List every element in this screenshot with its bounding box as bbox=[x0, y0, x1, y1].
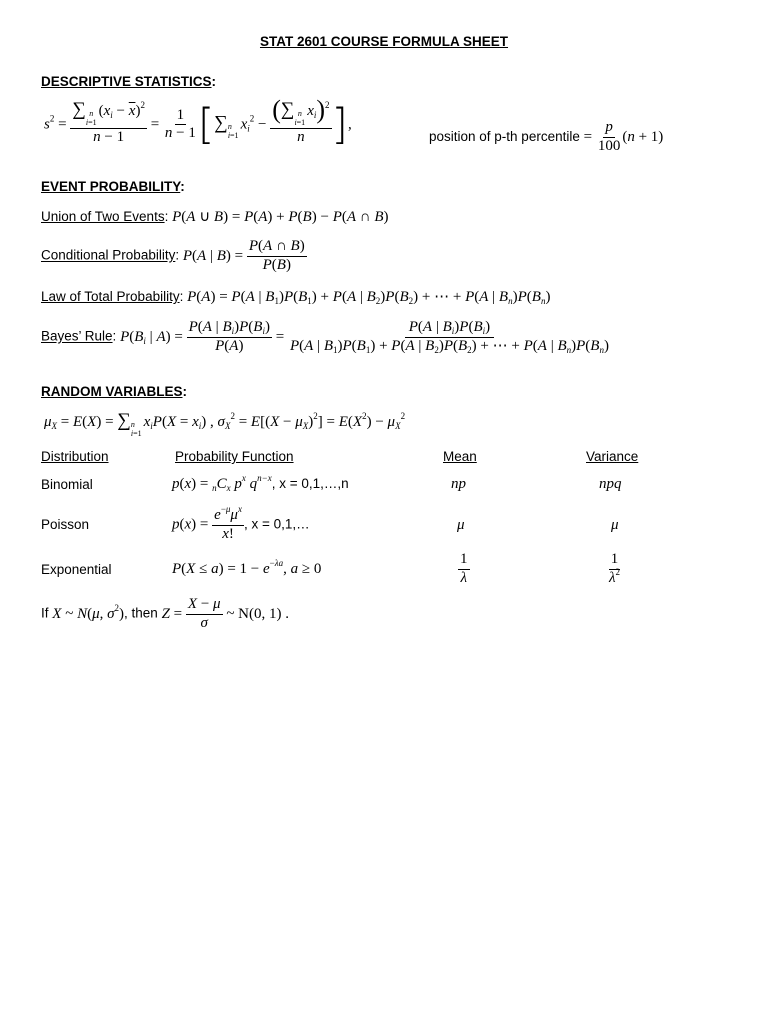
random-heading-wrap bbox=[41, 384, 187, 399]
bayes-formula: Bayes’ Rule: $P(B_i$ | A) = $\frac{P(A | B_i)P(B_i)}{P(A)}$ = $\frac{P(A | B_i)P(B_i)}{P(A | B_1)P(B_1) + P(A | B_2)P(B_2) + \cdots + P(A | B_n)P(B_n)}$ bbox=[41, 319, 609, 355]
normal-result: ~ N(0, 1) . bbox=[226, 605, 290, 622]
row-binomial-variance: npq bbox=[599, 476, 622, 492]
bayes-label: Bayes’ Rule bbox=[41, 328, 113, 344]
descriptive-heading-wrap bbox=[41, 74, 216, 89]
conditional-formula: Conditional Probability: P(A | B) = $\frac{P(A \cap B)}{P(B)}$ bbox=[41, 238, 305, 273]
normal-then: , then bbox=[124, 605, 158, 621]
random-heading-colon: : bbox=[182, 384, 187, 399]
descriptive-heading: DESCRIPTIVE STATISTICS bbox=[41, 74, 212, 89]
header-variance: Variance bbox=[586, 449, 639, 464]
descriptive-heading-colon: : bbox=[211, 74, 217, 89]
header-distribution: Distribution bbox=[41, 449, 109, 464]
union-label: Union of Two Events bbox=[41, 209, 165, 224]
page-title: STAT 2601 COURSE FORMULA SHEET bbox=[259, 34, 509, 49]
header-probability-function: Probability Function bbox=[175, 449, 294, 464]
event-heading-wrap bbox=[41, 179, 185, 194]
row-poisson-name: Poisson bbox=[41, 517, 90, 532]
total-label: Law of Total Probability bbox=[41, 289, 180, 304]
header-mean: Mean bbox=[443, 449, 477, 464]
row-exponential-mean: $\frac{1}{\lambda}$ bbox=[460, 551, 468, 586]
variance-formula: $s^2$ = ∑ n i=1 $(x_i - \overline{x})^2$ n − 1 = $\frac{1}{n - 1}$ [∑ n i=1 $x_i^2$ − (∑ n i=1 $x_i)^2$ n ], bbox=[44, 95, 352, 149]
row-binomial-support: , x = 0,1,…,n bbox=[271, 476, 349, 491]
row-exponential-name: Exponential bbox=[41, 562, 112, 577]
row-poisson-support: , x = 0,1,… bbox=[243, 516, 310, 532]
normal-formula: If X ~ N(μ, $\sigma^2$), then Z = $\frac{X - \mu}{\sigma}$ ~ N(0, 1) . bbox=[41, 596, 290, 631]
expectation-formula: $\mu_X = E(X)$ = ∑ n i=1 $x_iP(X = x_i)$ , $\sigma_X^2 = E[(X - \mu_X)^2] = E(X^2) - \mu_X^2$ bbox=[44, 410, 406, 438]
row-binomial-function: $p(x) = _nC_x$ $p^x$ $q^{n-x}$, x = 0,1,…,n bbox=[172, 473, 349, 493]
row-binomial-name: Binomial bbox=[41, 477, 93, 492]
percentile-formula: position of p-th percentile = $\frac{p}{100}$ (n + 1) bbox=[429, 119, 664, 154]
total-probability-formula: Law of Total Probability: P(A) = P(A | $B_1)P(B_1) + P(A$ | $B_2)P(B_2)$ + ⋯ + P(A | $B_n)P(B_n)$ bbox=[41, 289, 551, 306]
row-poisson-variance: μ bbox=[611, 517, 619, 533]
conditional-label: Conditional Probability bbox=[41, 247, 176, 263]
row-poisson-mean: μ bbox=[457, 517, 465, 533]
row-exponential-variance: $\frac{1}{\lambda^2}$ bbox=[609, 551, 620, 586]
row-exponential-function: $P(X \le a) = 1 - e^{-\lambda a}$, a ≥ 0 bbox=[172, 558, 322, 577]
event-heading-colon: : bbox=[180, 179, 185, 194]
row-poisson-function: p(x) = $\frac{e^{-\mu}\mu^x}{x!}$ , x = 0,1,… bbox=[172, 504, 310, 542]
row-binomial-mean: np bbox=[451, 476, 466, 492]
random-heading: RANDOM VARIABLES bbox=[41, 384, 183, 399]
percentile-label: position of p-th percentile bbox=[429, 128, 580, 144]
union-formula: Union of Two Events: P(A ∪ B) = P(A) + P(B) − P(A ∩ B) bbox=[41, 209, 389, 225]
normal-prefix: If bbox=[41, 605, 49, 621]
event-heading: EVENT PROBABILITY bbox=[41, 179, 181, 194]
